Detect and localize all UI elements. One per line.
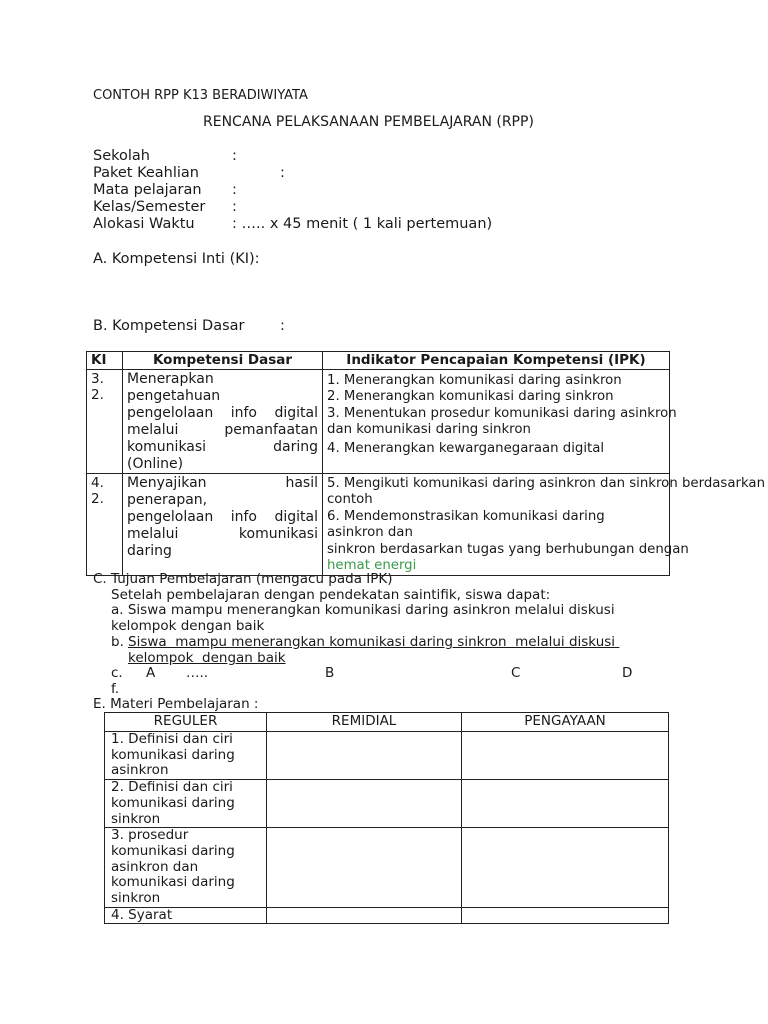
section-c-heading: C. Tujuan Pembelajaran (mengacu pada IPK) [93,571,393,587]
ipk-item: 4. Menerangkan kewarganegaraan digital [327,440,605,456]
ki-number: 3. [91,370,104,387]
kd-line: pengelolaan info digital [127,404,318,421]
materi-line: 2. Definisi dan ciri [111,779,233,796]
materi-line: sinkron [111,890,161,907]
table-header-kd: Kompetensi Dasar [123,352,323,370]
table-row [105,732,669,780]
identity-value: : ….. x 45 menit ( 1 kali pertemuan) [232,216,493,232]
option-dots: ….. [186,665,209,681]
option-d: D [622,665,633,681]
kd-line: daring [127,542,172,559]
identity-value: : [232,182,237,198]
kd-line: melalui komunikasi [127,525,318,542]
remidial-cell [267,828,462,908]
pengayaan-cell [462,828,669,908]
reguler-cell [105,732,267,780]
kompetensi-dasar-table [86,351,765,576]
option-c: C [511,665,521,681]
kd-line: melalui pemanfaatan [127,421,318,438]
ipk-item: 6. Mendemonstrasikan komunikasi daring asinkron dan [327,508,605,540]
section-a-heading: A. Kompetensi Inti (KI): [93,251,260,267]
materi-line: asinkron [111,762,169,779]
kd-line: pengelolaan info digital [127,508,318,525]
kd-line: Menyajikan hasil [127,474,318,491]
table-row [87,369,670,473]
kd-cell [123,369,323,473]
ipk-cell [323,369,677,473]
objective-b: Siswa mampu menerangkan komunikasi daring sinkron melalui diskusi [128,634,620,650]
materi-line: sinkron [111,810,161,827]
objective-b-prefix: b. [111,634,124,650]
kd-line: Menerapkan [127,370,214,387]
section-e-heading: E. Materi Pembelajaran : [93,696,259,712]
reguler-cell [105,780,267,828]
ki-number: 2. [91,387,104,403]
kd-cell [123,473,323,575]
section-b-colon: : [280,318,285,334]
option-a: A [146,665,156,681]
section-b-heading: B. Kompetensi Dasar [93,318,245,334]
ki-number: 2. [91,491,104,507]
materi-line: 3. prosedur [111,827,189,844]
identity-label: Sekolah [93,148,150,164]
ipk-item: contoh [327,492,373,507]
ipk-item: sinkron berdasarkan tugas yang berhubungan dengan [327,541,689,557]
ipk-item: 2. Menerangkan komunikasi daring sinkron [327,389,614,404]
pengayaan-cell [462,907,669,923]
objective-a-cont: kelompok dengan baik [111,618,265,634]
table-row [105,828,669,908]
materi-line: komunikasi daring [111,842,235,859]
remidial-cell [267,907,462,923]
ki-number: 4. [91,474,104,491]
remidial-cell [267,732,462,780]
page-title: RENCANA PELAKSANAAN PEMBELAJARAN (RPP) [203,114,534,130]
table-row [87,473,670,575]
identity-value: : [232,199,237,215]
kd-line: komunikasi daring [127,438,318,455]
materi-line: komunikasi daring [111,874,235,891]
materi-line: komunikasi daring [111,746,235,763]
materi-line: asinkron dan [111,858,199,875]
identity-label: Mata pelajaran [93,182,202,198]
materi-line: 1. Definisi dan ciri [111,731,233,747]
objective-b-cont: kelompok dengan baik [128,650,286,666]
table-header-pengayaan: PENGAYAAN [462,713,669,732]
reguler-cell [105,828,267,908]
section-c-intro: Setelah pembelajaran dengan pendekatan saintifik, siswa dapat: [111,587,551,603]
option-b: B [325,665,335,681]
table-row [105,780,669,828]
kd-line: penerapan, [127,491,208,508]
ipk-item: 3. Menentukan prosedur komunikasi daring asinkron [327,405,677,421]
ki-cell [87,473,123,575]
objective-f: f. [111,681,120,697]
ipk-item: 5. Mengikuti komunikasi daring asinkron dan sinkron berdasarkan [327,475,765,491]
ki-cell [87,369,123,473]
pengayaan-cell [462,732,669,780]
objective-c-prefix: c. [111,665,123,681]
materi-line: komunikasi daring [111,794,235,811]
materi-pembelajaran-table [104,712,669,924]
ipk-cell [323,473,765,575]
table-row [105,907,669,923]
remidial-cell [267,780,462,828]
pengayaan-cell [462,780,669,828]
kd-line: pengetahuan [127,387,221,404]
identity-value: : [280,165,285,181]
identity-label: Paket Keahlian [93,165,199,181]
kd-line: (Online) [127,455,184,472]
identity-label: Alokasi Waktu [93,216,195,232]
identity-value: : [232,148,237,164]
ipk-highlight: hemat energi [327,558,417,573]
table-header-ipk: Indikator Pencapaian Kompetensi (IPK) [323,352,670,370]
reguler-cell [105,907,267,923]
document-label: CONTOH RPP K13 BERADIWIYATA [93,88,308,103]
identity-label: Kelas/Semester [93,199,206,215]
objective-a: a. Siswa mampu menerangkan komunikasi daring asinkron melalui diskusi [111,602,615,618]
table-header-reguler: REGULER [105,713,267,732]
table-header-remidial: REMIDIAL [267,713,462,732]
table-header-ki: KI [87,352,123,370]
materi-line: 4. Syarat [111,906,173,923]
ipk-item: 1. Menerangkan komunikasi daring asinkron [327,372,622,388]
ipk-item: dan komunikasi daring sinkron [327,422,531,437]
